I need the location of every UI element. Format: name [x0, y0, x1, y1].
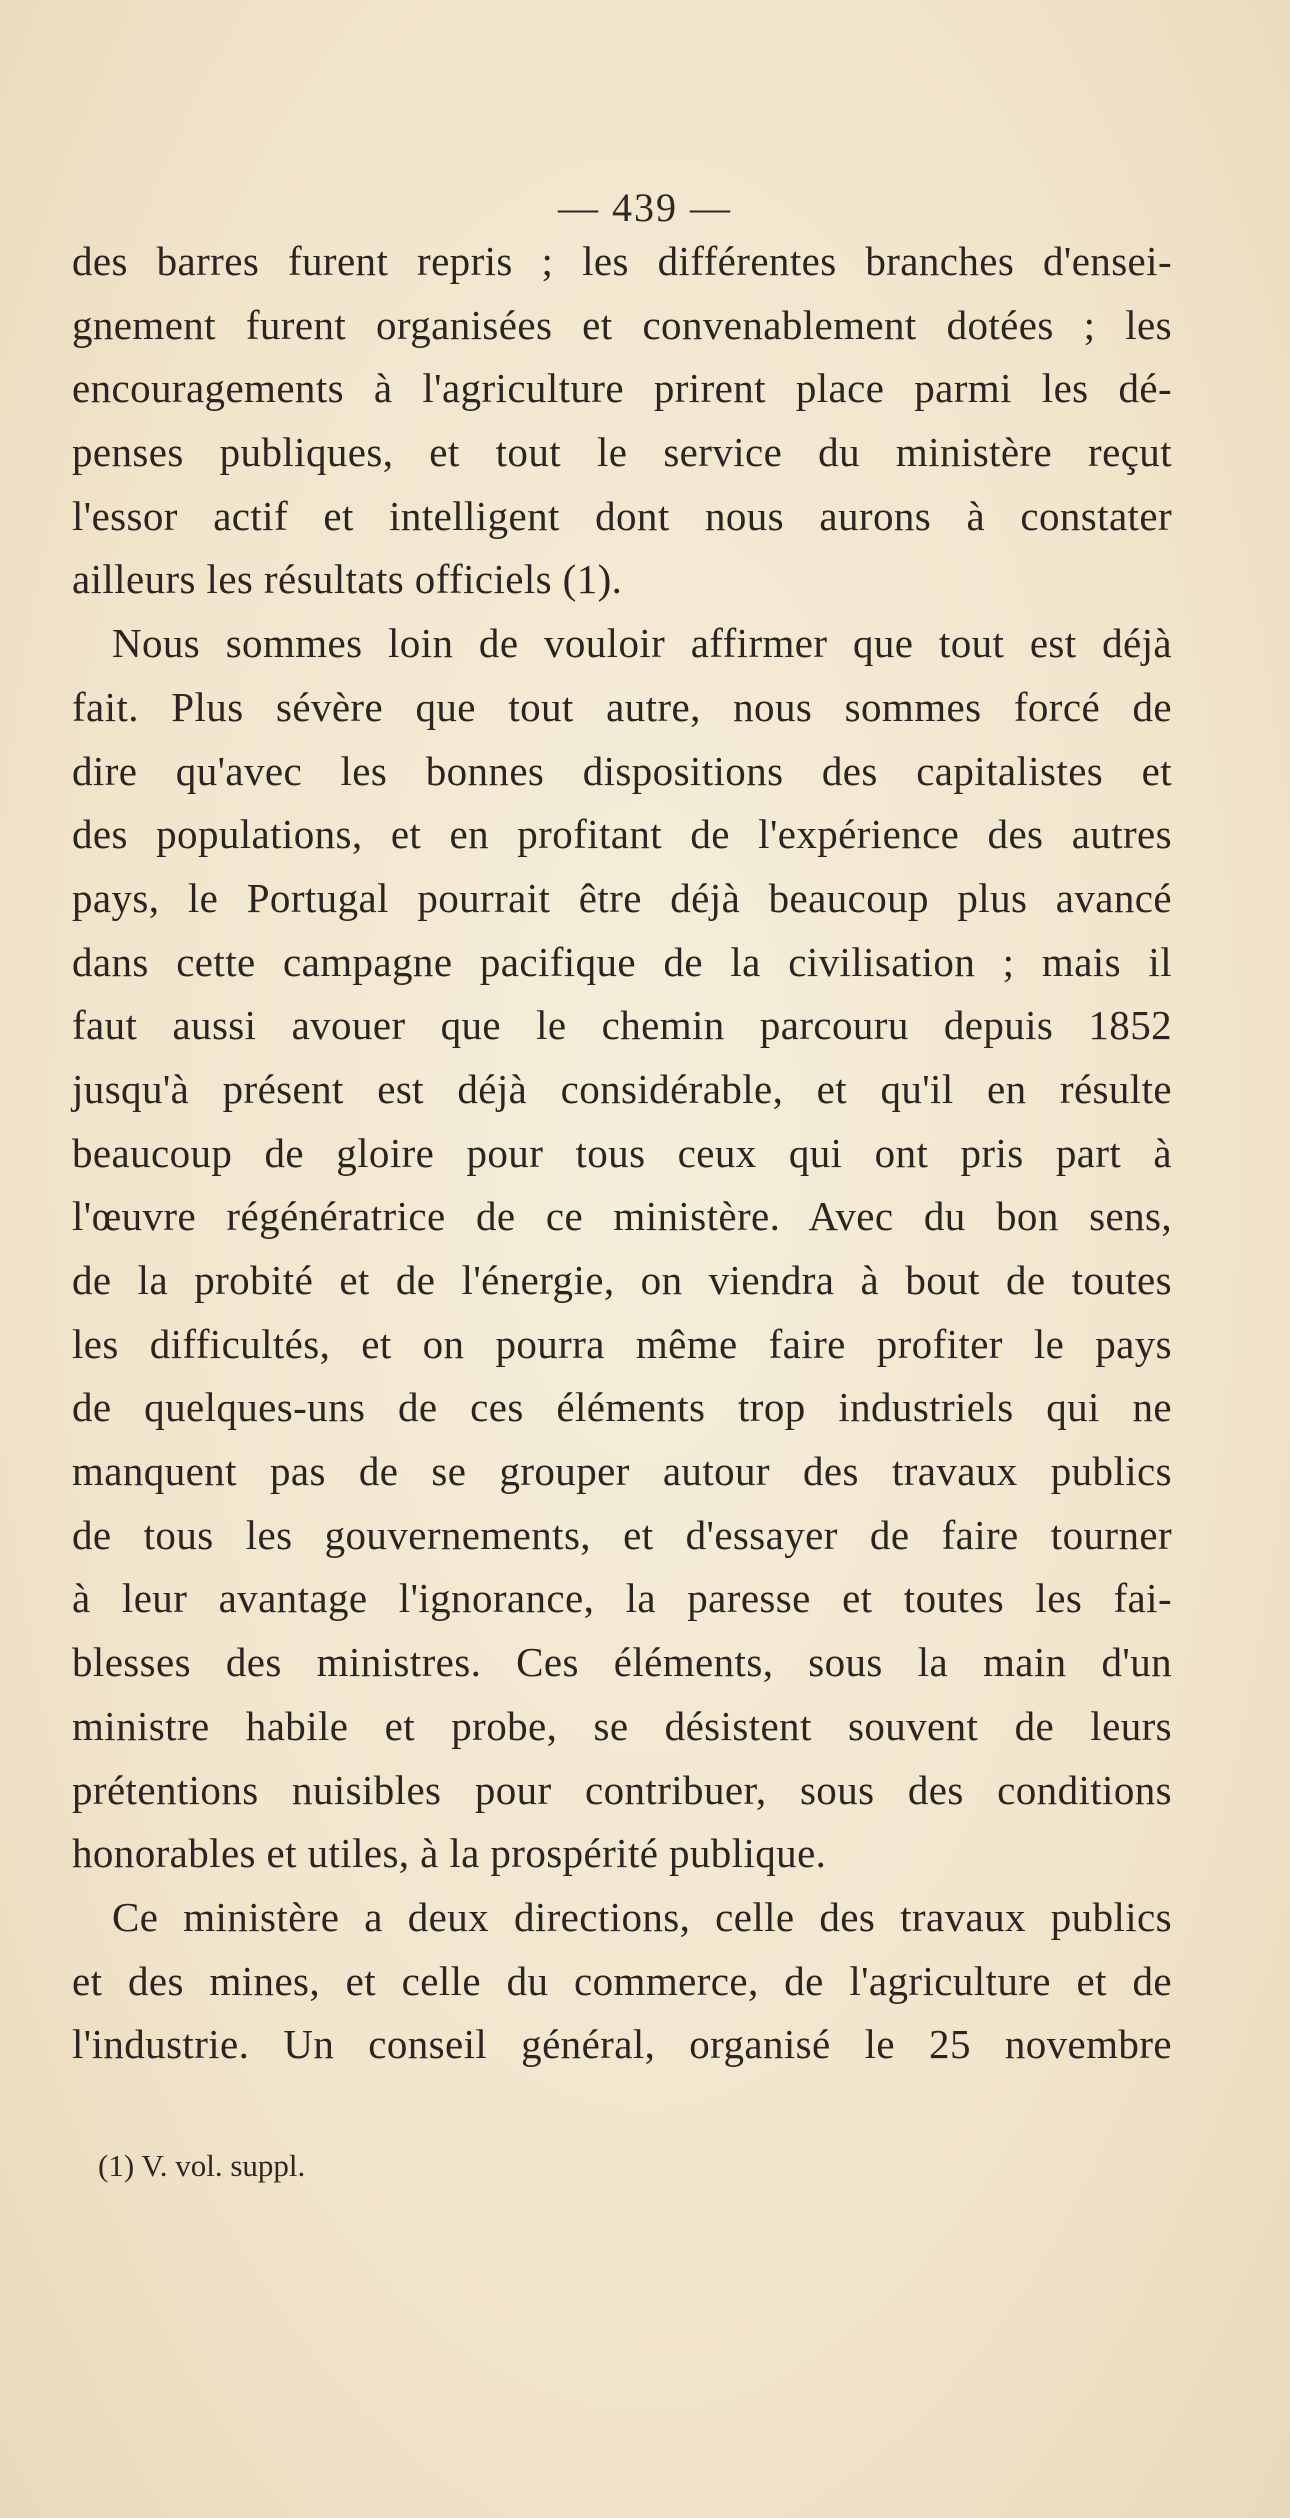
text-line: de tous les gouvernements, et d'essayer de faire tourner: [72, 1511, 1172, 1558]
text-line: Nous sommes loin de vouloir affirmer que tout est déjà: [112, 620, 1172, 667]
text-line: honorables et utiles, à la prospérité publique.: [72, 1830, 827, 1877]
text-line: Ce ministère a deux directions, celle des travaux publics: [112, 1893, 1172, 1940]
page-number: — 439 —: [558, 185, 732, 230]
text-line: gnement furent organisées et convenablement dotées ; les: [72, 301, 1172, 348]
text-line: à leur avantage l'ignorance, la paresse et toutes les fai-: [72, 1575, 1172, 1622]
text-line: l'industrie. Un conseil général, organisé le 25 novembre: [72, 2021, 1172, 2068]
text-line: dire qu'avec les bonnes dispositions des capitalistes et: [72, 747, 1172, 794]
text-line: pays, le Portugal pourrait être déjà beaucoup plus avancé: [72, 874, 1172, 921]
text-line: des populations, et en profitant de l'expérience des autres: [72, 811, 1172, 858]
text-line: et des mines, et celle du commerce, de l'agriculture et de: [72, 1957, 1172, 2004]
footnote: (1) V. vol. suppl.: [98, 2148, 306, 2183]
text-line: l'essor actif et intelligent dont nous aurons à constater: [72, 492, 1172, 539]
text-line: dans cette campagne pacifique de la civilisation ; mais il: [72, 938, 1172, 985]
text-line: ailleurs les résultats officiels (1).: [72, 556, 623, 603]
text-line: fait. Plus sévère que tout autre, nous sommes forcé de: [72, 683, 1172, 730]
text-line: faut aussi avouer que le chemin parcouru depuis 1852: [72, 1002, 1172, 1049]
text-line: l'œuvre régénératrice de ce ministère. Avec du bon sens,: [72, 1193, 1172, 1240]
text-line: encouragements à l'agriculture prirent place parmi les dé-: [72, 365, 1172, 412]
text-line: manquent pas de se grouper autour des travaux publics: [72, 1448, 1172, 1495]
text-line: blesses des ministres. Ces éléments, sous la main d'un: [72, 1639, 1172, 1686]
text-line: de la probité et de l'énergie, on viendra à bout de toutes: [72, 1257, 1172, 1303]
text-line: les difficultés, et on pourra même faire profiter le pays: [72, 1320, 1172, 1367]
text-line: des barres furent repris ; les différentes branches d'ensei-: [72, 238, 1172, 284]
text-line: beaucoup de gloire pour tous ceux qui ont pris part à: [72, 1129, 1172, 1176]
body-text: [72, 230, 1172, 2077]
text-line: prétentions nuisibles pour contribuer, sous des conditions: [72, 1766, 1172, 1813]
text-line: ministre habile et probe, se désistent souvent de leurs: [72, 1702, 1172, 1749]
text-line: de quelques-uns de ces éléments trop industriels qui ne: [72, 1384, 1172, 1431]
text-line: penses publiques, et tout le service du ministère reçut: [72, 429, 1172, 476]
text-line: jusqu'à présent est déjà considérable, et qu'il en résulte: [72, 1065, 1172, 1112]
